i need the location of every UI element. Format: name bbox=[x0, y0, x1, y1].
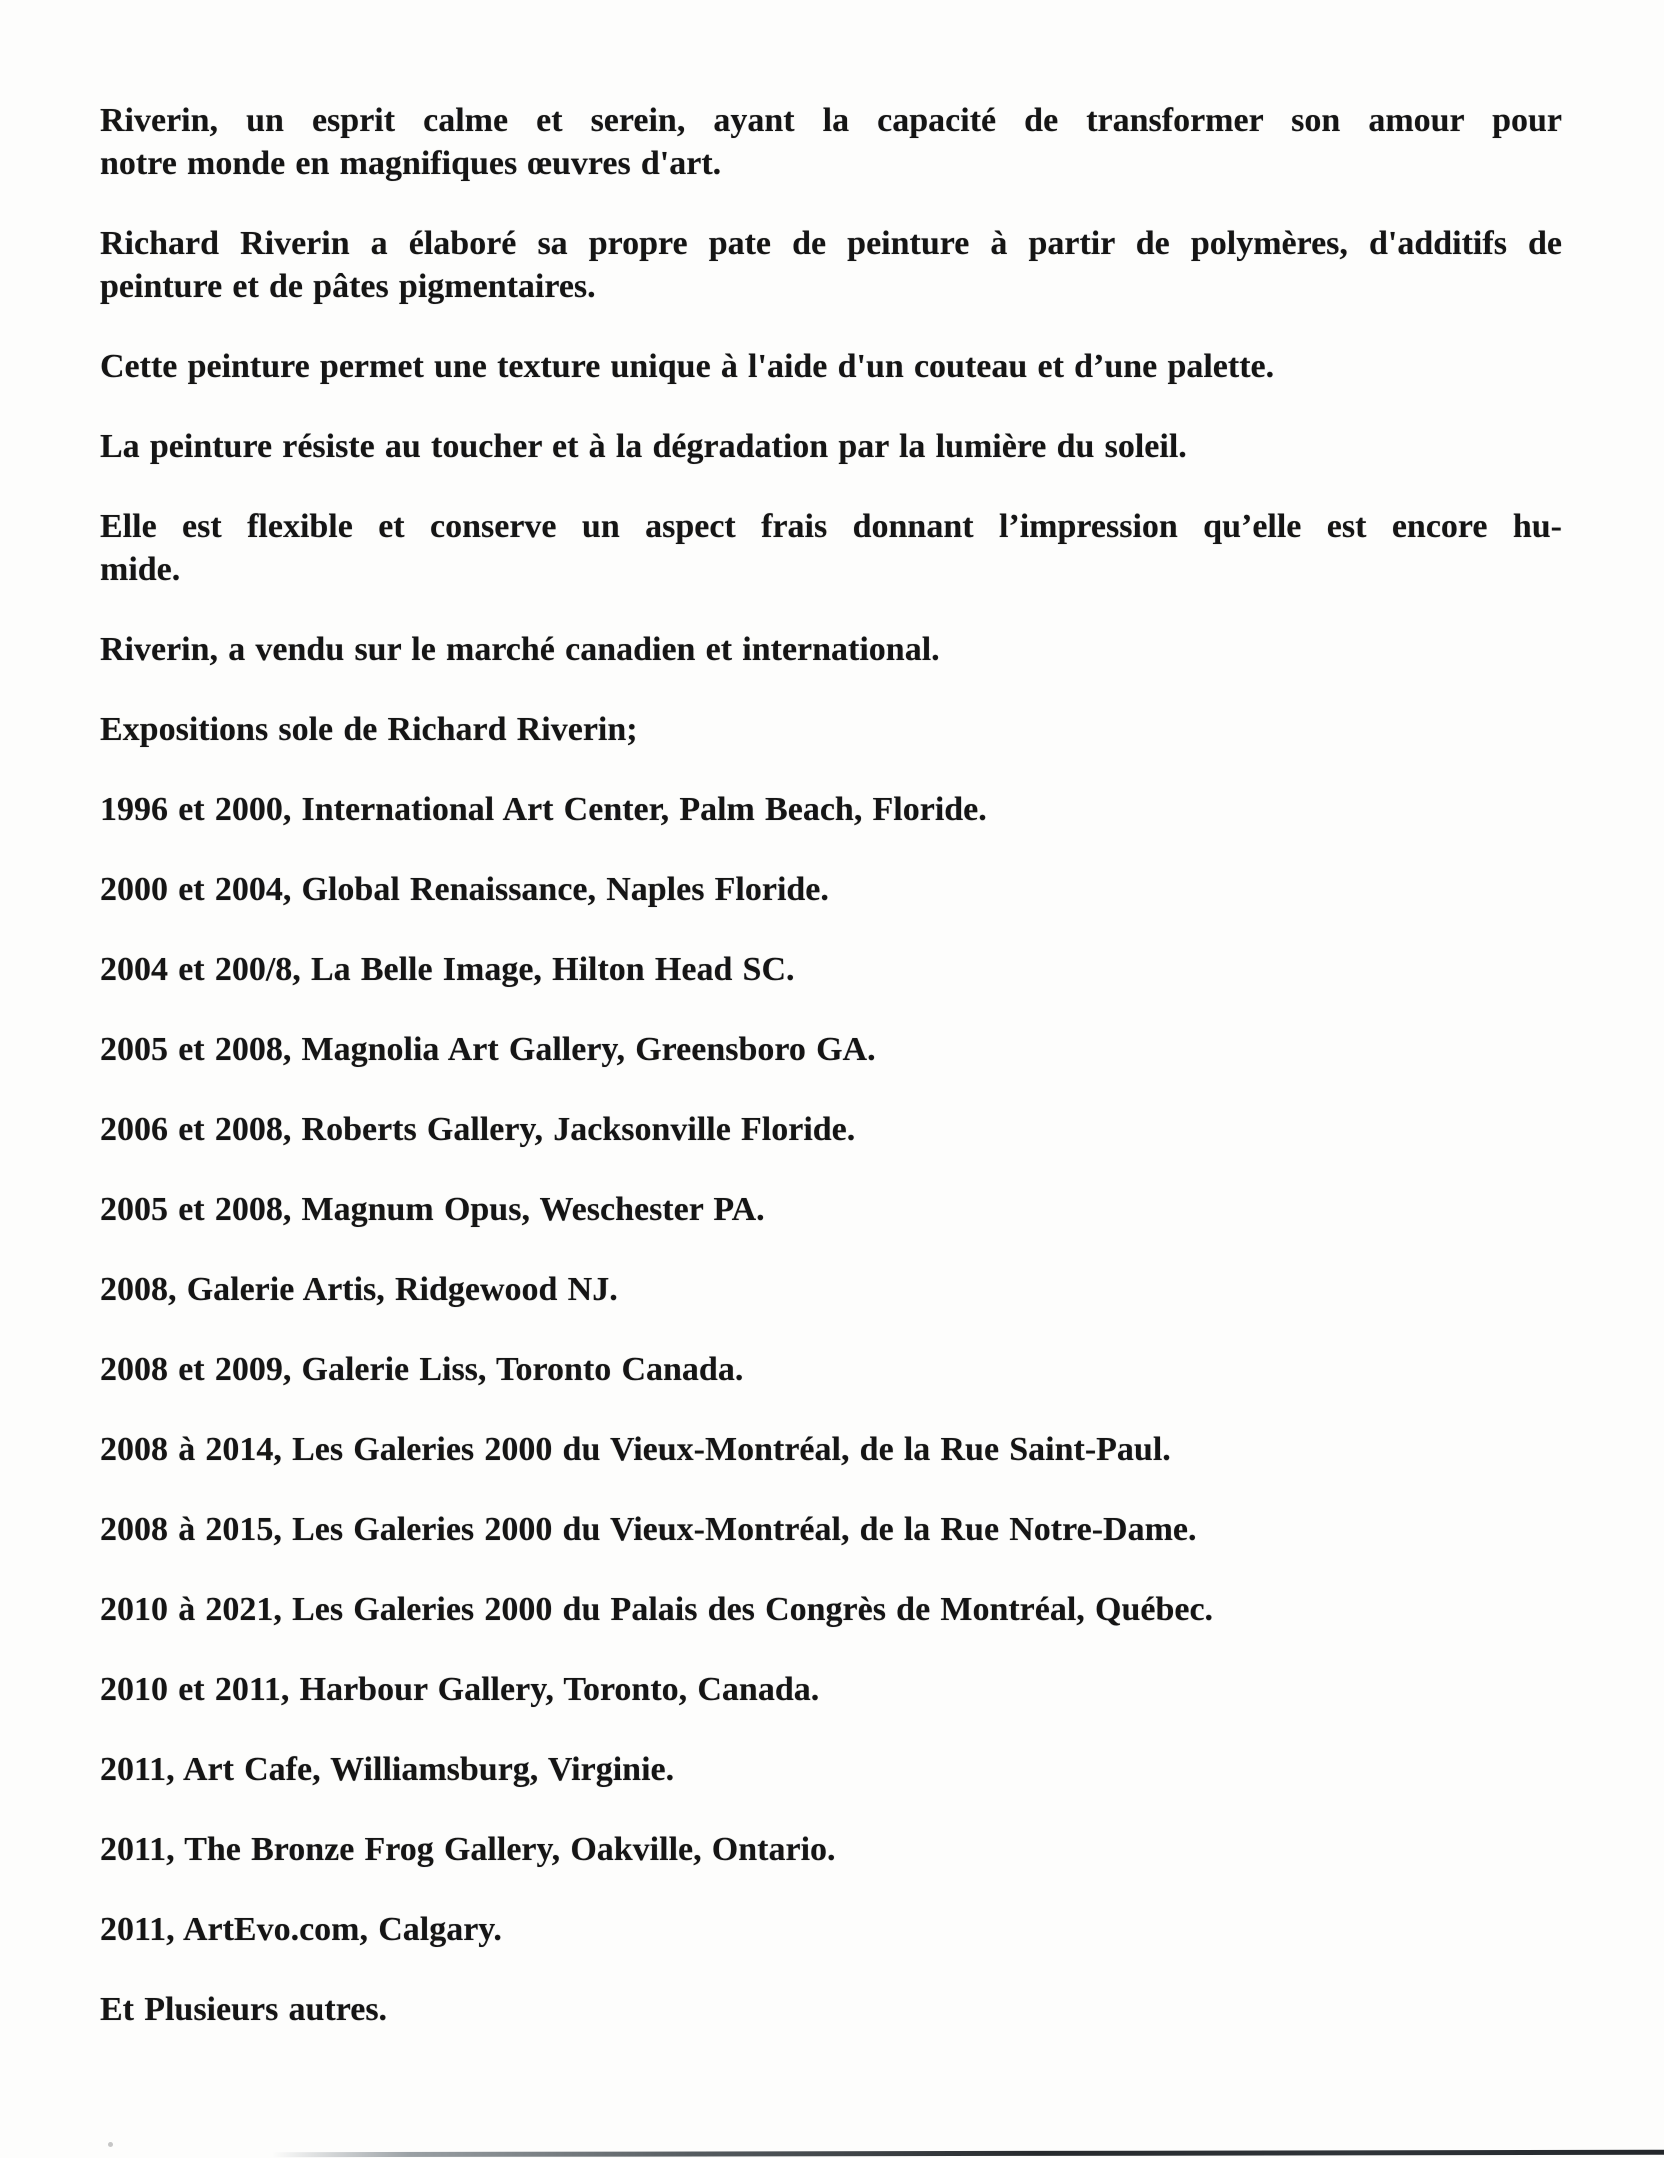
text-line: Richard Riverin a élaboré sa propre pate de peinture à partir de polymères, d'additifs de bbox=[100, 225, 1562, 262]
paragraph bbox=[100, 345, 1562, 388]
text-line: Expositions sole de Richard Riverin; bbox=[100, 711, 638, 748]
text-line: 2011, The Bronze Frog Gallery, Oakville, Ontario. bbox=[100, 1831, 836, 1868]
paragraph bbox=[100, 1188, 1562, 1231]
text-line: 2004 et 200/8, La Belle Image, Hilton Head SC. bbox=[100, 951, 795, 988]
text-line: peinture et de pâtes pigmentaires. bbox=[100, 268, 596, 305]
text-line: Elle est flexible et conserve un aspect frais donnant l’impression qu’elle est encore hu- bbox=[100, 508, 1562, 545]
paragraph bbox=[100, 1268, 1562, 1311]
paragraph bbox=[100, 948, 1562, 991]
paragraph bbox=[100, 99, 1562, 185]
text-line: 2000 et 2004, Global Renaissance, Naples Floride. bbox=[100, 871, 829, 908]
paragraph bbox=[100, 1828, 1562, 1871]
scan-edge-line-artifact bbox=[272, 2150, 1664, 2157]
text-line: 2010 et 2011, Harbour Gallery, Toronto, Canada. bbox=[100, 1671, 820, 1708]
paragraph bbox=[100, 788, 1562, 831]
text-line: 2006 et 2008, Roberts Gallery, Jacksonville Floride. bbox=[100, 1111, 856, 1148]
paragraph bbox=[100, 222, 1562, 308]
paragraph bbox=[100, 708, 1562, 751]
paragraph bbox=[100, 1588, 1562, 1631]
text-line: 2008 à 2015, Les Galeries 2000 du Vieux-Montréal, de la Rue Notre-Dame. bbox=[100, 1511, 1197, 1548]
text-line: 2008, Galerie Artis, Ridgewood NJ. bbox=[100, 1271, 618, 1308]
text-line: 1996 et 2000, International Art Center, Palm Beach, Floride. bbox=[100, 791, 987, 828]
text-line: 2008 à 2014, Les Galeries 2000 du Vieux-Montréal, de la Rue Saint-Paul. bbox=[100, 1431, 1171, 1468]
text-line: notre monde en magnifiques œuvres d'art. bbox=[100, 145, 722, 182]
paragraph bbox=[100, 1028, 1562, 1071]
paragraph bbox=[100, 505, 1562, 591]
text-line: 2011, Art Cafe, Williamsburg, Virginie. bbox=[100, 1751, 675, 1788]
paragraph bbox=[100, 1668, 1562, 1711]
text-line: Riverin, un esprit calme et serein, ayant la capacité de transformer son amour pour bbox=[100, 102, 1562, 139]
text-line: La peinture résiste au toucher et à la dégradation par la lumière du soleil. bbox=[100, 428, 1187, 465]
paragraph bbox=[100, 1748, 1562, 1791]
paragraph bbox=[100, 425, 1562, 468]
document-text-block bbox=[100, 99, 1562, 2068]
text-line: Riverin, a vendu sur le marché canadien et international. bbox=[100, 631, 940, 668]
text-line: Et Plusieurs autres. bbox=[100, 1991, 388, 2028]
text-line: 2010 à 2021, Les Galeries 2000 du Palais des Congrès de Montréal, Québec. bbox=[100, 1591, 1214, 1628]
text-line: 2008 et 2009, Galerie Liss, Toronto Canada. bbox=[100, 1351, 744, 1388]
text-line: Cette peinture permet une texture unique à l'aide d'un couteau et d’une palette. bbox=[100, 348, 1275, 385]
paragraph bbox=[100, 1908, 1562, 1951]
paragraph bbox=[100, 1508, 1562, 1551]
text-line: 2011, ArtEvo.com, Calgary. bbox=[100, 1911, 502, 1948]
paragraph bbox=[100, 868, 1562, 911]
paragraph bbox=[100, 1988, 1562, 2031]
paragraph bbox=[100, 1108, 1562, 1151]
paragraph bbox=[100, 1428, 1562, 1471]
paragraph bbox=[100, 628, 1562, 671]
scan-speck-artifact bbox=[108, 2142, 113, 2147]
text-line: 2005 et 2008, Magnum Opus, Weschester PA. bbox=[100, 1191, 765, 1228]
text-line: 2005 et 2008, Magnolia Art Gallery, Greensboro GA. bbox=[100, 1031, 876, 1068]
text-line: mide. bbox=[100, 551, 181, 588]
paragraph bbox=[100, 1348, 1562, 1391]
